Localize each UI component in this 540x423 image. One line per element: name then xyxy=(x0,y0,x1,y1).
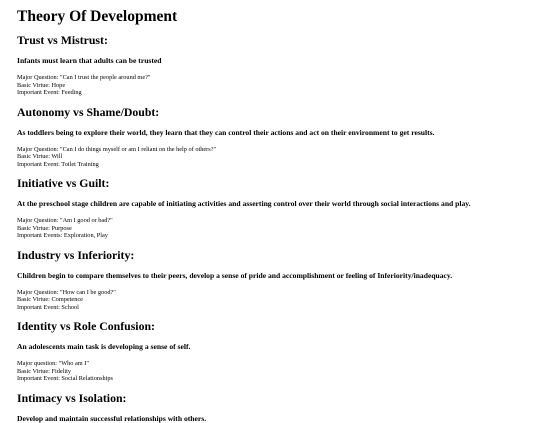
stage-heading: Autonomy vs Shame/Doubt: xyxy=(17,104,160,119)
important-event: Important Event: Feeding xyxy=(17,89,82,96)
stage-summary: Develop and maintain successful relationships with others. xyxy=(17,413,207,423)
stage-summary: As toddlers being to explore their world, they learn that they can control their actions and act on their environment to get results. xyxy=(17,127,435,137)
important-event: Important Event: Social Relationships xyxy=(17,375,114,382)
basic-virtue: Basic Virtue: Will xyxy=(17,153,63,160)
important-event: Important Event: Toilet Training xyxy=(17,160,99,168)
stage-section-trust-vs-mistrust xyxy=(17,34,532,97)
stage-summary: At the preschool stage children are capable of initiating activities and asserting control over their world through social interactions and play. xyxy=(17,199,471,208)
stage-heading: Identity vs Role Confusion: xyxy=(17,319,155,333)
stage-heading: Industry vs Inferiority: xyxy=(17,247,135,262)
stage-summary: Infants must learn that adults can be trusted xyxy=(17,56,162,65)
major-question: Major Question: "Am I good or bad?" xyxy=(17,217,113,224)
stage-details xyxy=(17,146,532,169)
stage-summary: An adolescents main task is developing a sense of self. xyxy=(17,342,191,351)
major-question: Major question: "Who am I" xyxy=(17,360,89,367)
stage-summary: Children begin to compare themselves to their peers, develop a sense of pride and accomplishment or feeling of Inferiority/inadequacy. xyxy=(17,270,453,280)
important-event: Important Events: Exploration, Play xyxy=(17,232,108,239)
basic-virtue: Basic Virtue: Competence xyxy=(17,296,83,303)
stage-section-autonomy-vs-shame-doubt xyxy=(17,106,532,169)
stage-heading: Intimacy vs Isolation: xyxy=(17,390,127,405)
stage-section-intimacy-vs-isolation xyxy=(17,392,532,423)
basic-virtue: Basic Virtue: Hope xyxy=(17,81,66,89)
important-event: Important Event: School xyxy=(17,303,79,311)
stage-details xyxy=(17,289,532,312)
stage-details xyxy=(17,74,532,97)
page-title: Theory Of Development xyxy=(17,8,178,25)
major-question: Major Question: "Can I do things myself or am I reliant on the help of others?" xyxy=(17,145,217,153)
stage-section-identity-vs-role-confusion xyxy=(17,320,532,383)
stage-section-initiative-vs-guilt xyxy=(17,177,532,240)
major-question: Major Question: "Can I trust the people around me?" xyxy=(17,74,151,81)
stage-details xyxy=(17,360,532,383)
major-question: Major Question: "How can I be good?" xyxy=(17,288,116,296)
stage-details xyxy=(17,217,532,240)
stage-section-industry-vs-inferiority xyxy=(17,249,532,312)
basic-virtue: Basic Virtue: Purpose xyxy=(17,224,72,232)
stage-heading: Trust vs Mistrust: xyxy=(17,33,108,47)
basic-virtue: Basic Virtue: Fidelity xyxy=(17,367,72,375)
stage-heading: Initiative vs Guilt: xyxy=(17,176,110,190)
